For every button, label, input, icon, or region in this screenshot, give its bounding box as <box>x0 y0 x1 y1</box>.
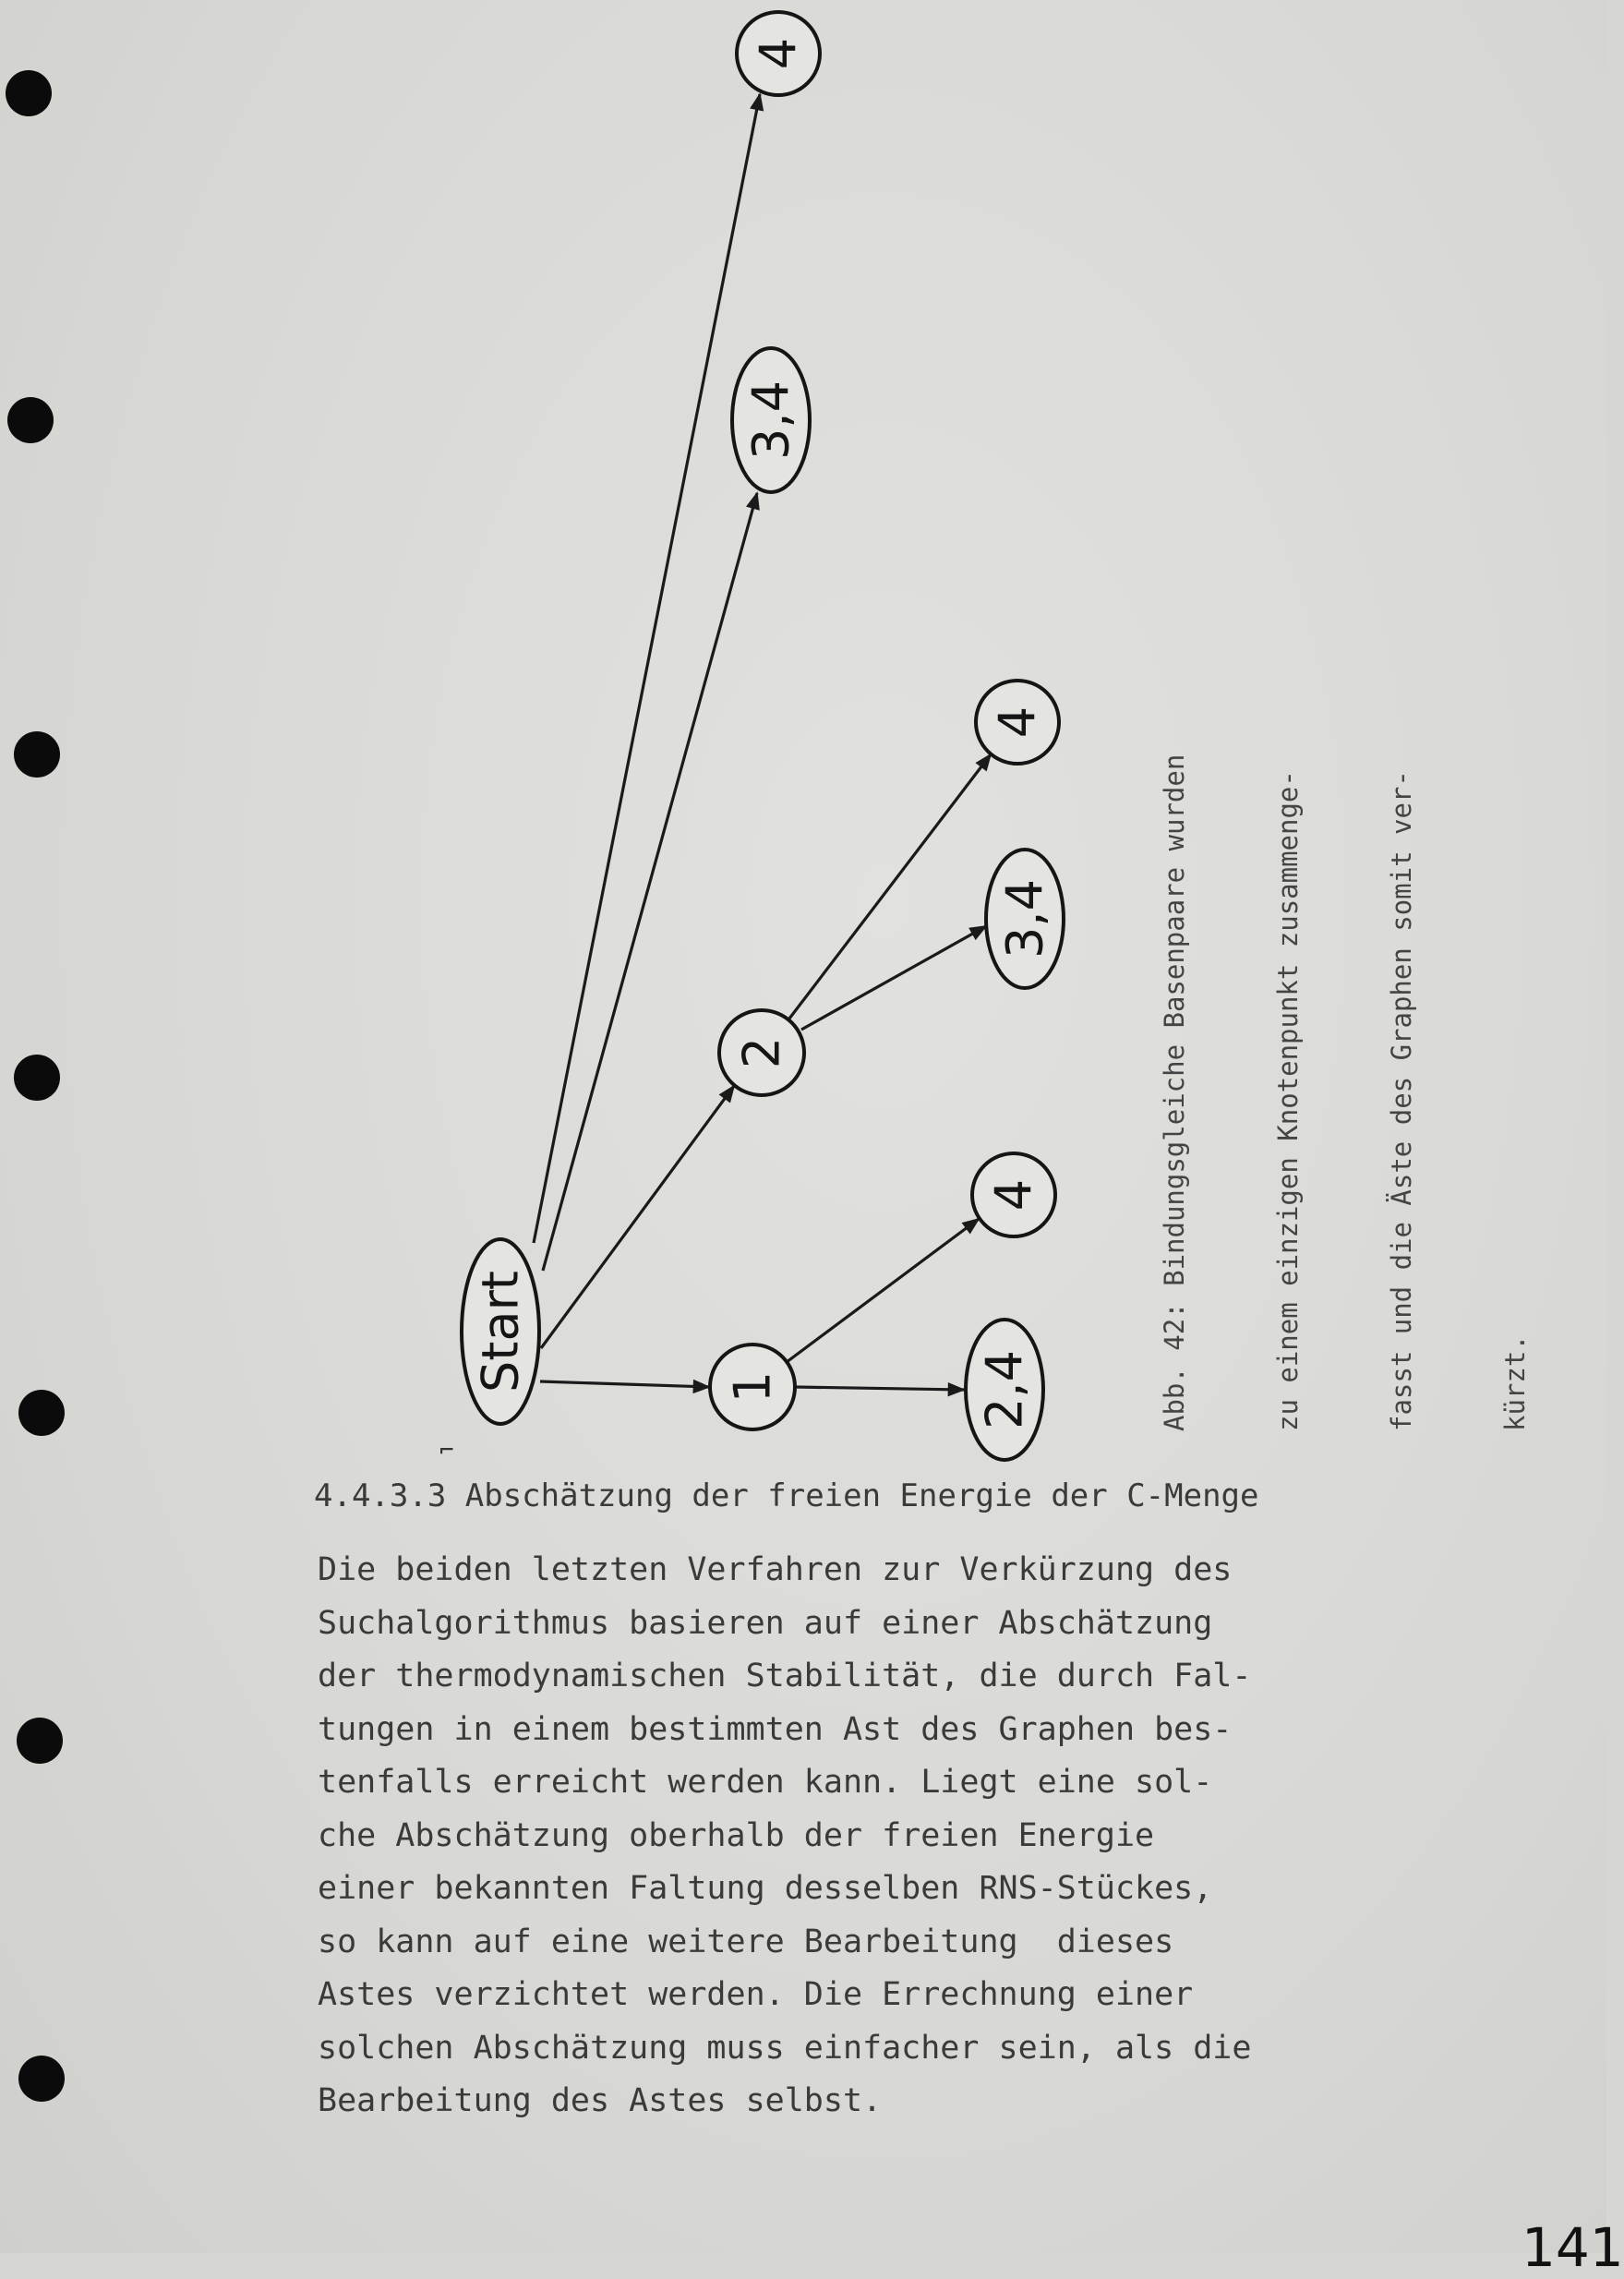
node-label: 2,4 <box>975 1350 1034 1429</box>
graph-node-n1_4 <box>972 1153 1055 1236</box>
caption-line: Abb. 42: Bindungsgleiche Basenpaare wurden <box>1159 754 1190 1431</box>
body-line: der thermodynamischen Stabilität, die durch Fal- <box>318 1658 1252 1694</box>
edge-start-to-s_34 <box>543 493 757 1271</box>
node-label: 4 <box>984 1178 1043 1212</box>
graph-node-s_34 <box>732 348 810 492</box>
body-line: tenfalls erreicht werden kann. Liegt eine sol- <box>318 1764 1213 1801</box>
edge-n1-to-n1_4 <box>787 1219 979 1362</box>
graph-node-start <box>462 1239 539 1424</box>
edge-start-to-n1 <box>540 1381 709 1387</box>
node-label: 4 <box>749 37 808 70</box>
graph-node-n2 <box>719 1010 804 1095</box>
node-label: 3,4 <box>741 380 800 460</box>
body-line: so kann auf eine weitere Bearbeitung dieses <box>318 1923 1174 1960</box>
caption-line: fasst und die Äste des Graphen somit ver- <box>1386 770 1417 1431</box>
graph-node-n1_24 <box>966 1320 1043 1460</box>
body-line: einer bekannten Faltung desselben RNS-Stückes, <box>318 1870 1213 1907</box>
section-body <box>318 1544 1251 2128</box>
graph-node-s_4 <box>737 12 820 95</box>
node-label: 3,4 <box>995 879 1054 959</box>
node-label: Start <box>471 1271 530 1393</box>
section-heading: 4.4.3.3 Abschätzung der freien Energie der C-Menge <box>314 1477 1259 1514</box>
edge-n2-to-n2_34 <box>801 926 986 1030</box>
margin-mark: ⌐ <box>439 1437 454 1465</box>
page-number: 141 <box>1522 2216 1624 2279</box>
body-line: Die beiden letzten Verfahren zur Verkürzung des <box>318 1551 1233 1588</box>
body-line: tungen in einem bestimmten Ast des Graphen bes- <box>318 1710 1233 1748</box>
caption-line: kürzt. <box>1499 1334 1531 1431</box>
edge-start-to-n2 <box>541 1086 734 1348</box>
edge-n1-to-n1_24 <box>795 1387 964 1390</box>
body-line: Suchalgorithmus basieren auf einer Abschätzung <box>318 1604 1213 1642</box>
body-line: solchen Abschätzung muss einfacher sein, als die <box>318 2029 1252 2067</box>
graph-node-n2_34 <box>986 850 1064 988</box>
node-label: 4 <box>988 705 1047 739</box>
node-label: 2 <box>732 1036 791 1069</box>
body-line: che Abschätzung oberhalb der freien Energie <box>318 1816 1155 1854</box>
graph-node-n1 <box>710 1344 795 1429</box>
caption-line: zu einem einzigen Knotenpunkt zusammenge- <box>1272 770 1304 1431</box>
body-line: Astes verzichtet werden. Die Errechnung einer <box>318 1976 1194 2013</box>
body-line: Bearbeitung des Astes selbst. <box>318 2082 883 2119</box>
graph-node-n2_4 <box>976 681 1059 764</box>
figure-caption <box>1080 508 1610 1431</box>
node-label: 1 <box>723 1370 782 1404</box>
